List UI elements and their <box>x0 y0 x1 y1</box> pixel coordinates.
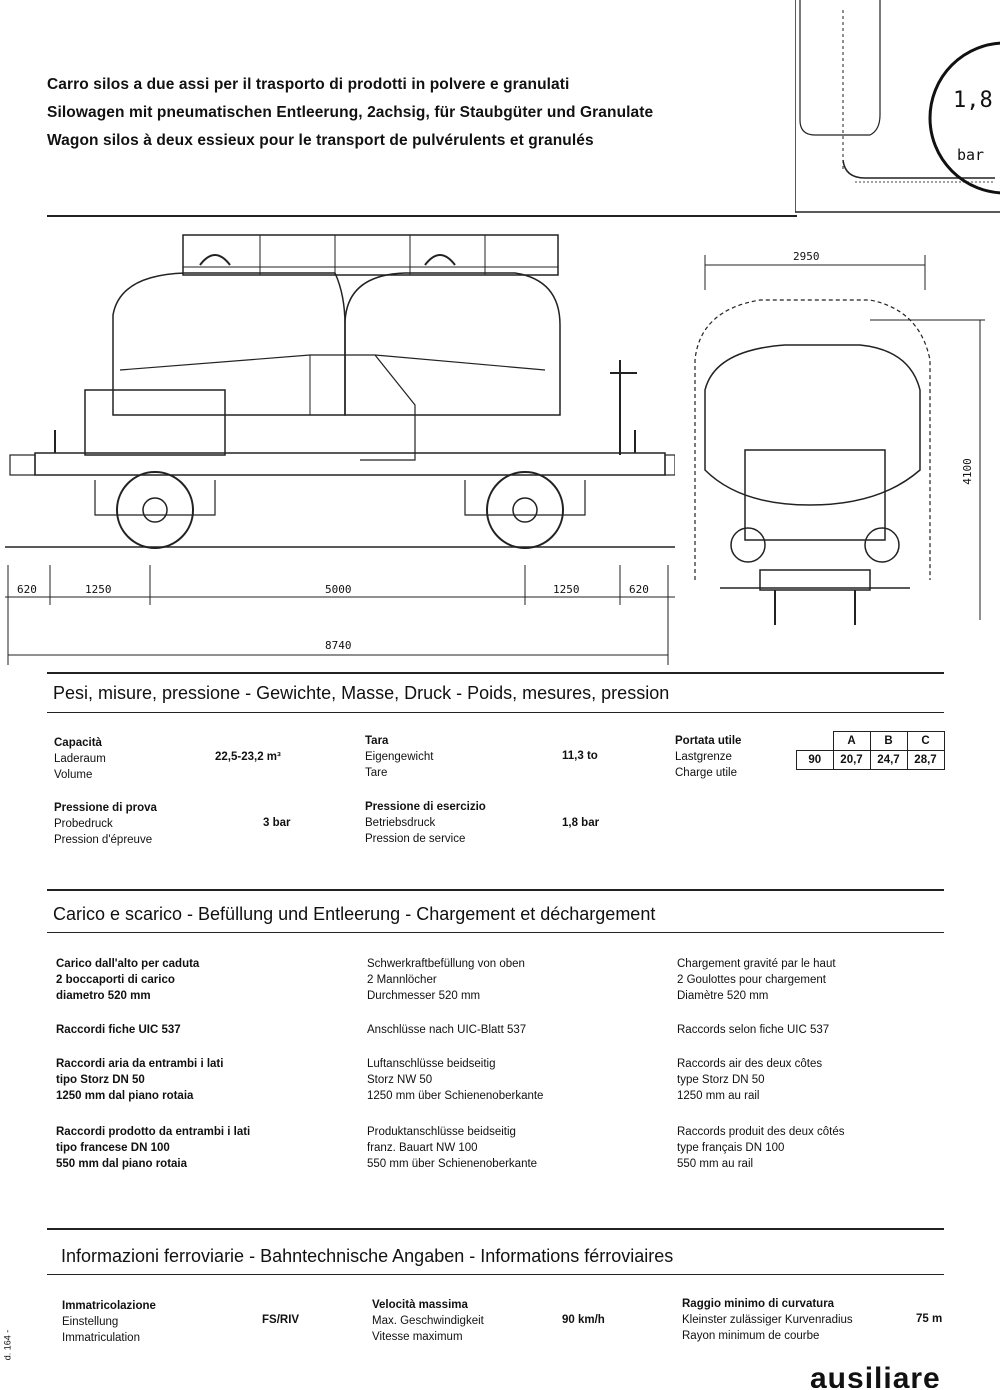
tare-value: 11,3 to <box>562 750 598 762</box>
payload-fr: Charge utile <box>675 767 738 779</box>
loading-row-1-it-line-3: diametro 520 mm <box>56 990 151 1002</box>
capacity-value: 22,5-23,2 m³ <box>215 751 281 763</box>
payload-header-c: C <box>907 732 944 751</box>
loading-row-4-de-line-2: franz. Bauart NW 100 <box>367 1142 478 1154</box>
test-pressure-fr: Pression d'épreuve <box>54 834 153 846</box>
loading-row-1-de <box>367 956 525 1004</box>
loading-top-rule <box>47 889 944 891</box>
radius-de: Kleinster zulässiger Kurvenradius <box>682 1314 853 1326</box>
loading-row-4-it-line-1: Raccordi prodotto da entrambi i lati <box>56 1126 251 1138</box>
weights-top-rule <box>47 672 944 674</box>
dim-end-width: 2950 <box>793 250 820 263</box>
loading-row-1-it-line-1: Carico dall'alto per caduta <box>56 958 200 970</box>
test-pressure-block <box>54 800 157 848</box>
loading-row-3-de-line-3: 1250 mm über Schienenoberkante <box>367 1090 544 1102</box>
dim-side-2: 1250 <box>85 583 112 596</box>
railway-heading: Informazioni ferroviarie - Bahntechnische Angaben - Informations férroviaires <box>61 1246 674 1266</box>
loading-row-2-fr <box>677 1022 829 1038</box>
work-pressure-it: Pressione di esercizio <box>365 801 486 813</box>
capacity-fr: Volume <box>54 769 93 781</box>
payload-table <box>796 731 945 770</box>
side-code: d. 164 - <box>2 1329 13 1361</box>
radius-fr: Rayon minimum de courbe <box>682 1330 820 1342</box>
dim-side-4: 1250 <box>553 583 580 596</box>
registration-value: FS/RIV <box>262 1314 300 1326</box>
dim-side-5: 620 <box>629 583 649 596</box>
speed-it: Velocità massima <box>372 1299 468 1311</box>
tare-fr: Tare <box>365 767 388 779</box>
loading-row-3-fr-line-1: Raccords air des deux côtes <box>677 1058 823 1070</box>
weights-heading: Pesi, misure, pressione - Gewichte, Masse, Druck - Poids, mesures, pression <box>53 683 670 703</box>
badge-value: 1,8 <box>953 88 993 113</box>
radius-block <box>682 1296 853 1344</box>
loading-row-2-it <box>56 1022 181 1038</box>
end-view-drawing <box>680 240 995 635</box>
loading-row-3-fr-line-2: type Storz DN 50 <box>677 1074 765 1086</box>
loading-row-3-it-line-1: Raccordi aria da entrambi i lati <box>56 1058 224 1070</box>
weights-heading-rule <box>47 712 944 713</box>
loading-row-3-de-line-1: Luftanschlüsse beidseitig <box>367 1058 496 1070</box>
loading-row-3-it-line-2: tipo Storz DN 50 <box>56 1074 145 1086</box>
work-pressure-de: Betriebsdruck <box>365 817 436 829</box>
brand-logo: ausiliare <box>810 1362 941 1388</box>
tare-block <box>365 733 433 781</box>
loading-row-2-de-line-1: Anschlüsse nach UIC-Blatt 537 <box>367 1024 527 1036</box>
payload-value-a: 20,7 <box>833 751 870 770</box>
registration-fr: Immatriculation <box>62 1332 140 1344</box>
loading-row-4-fr <box>677 1124 844 1172</box>
payload-header-b: B <box>870 732 907 751</box>
loading-row-2-de <box>367 1022 526 1038</box>
loading-heading: Carico e scarico - Befüllung und Entleerung - Chargement et déchargement <box>53 904 656 924</box>
loading-row-1-de-line-2: 2 Mannlöcher <box>367 974 437 986</box>
speed-fr: Vitesse maximum <box>372 1331 463 1343</box>
loading-row-3-fr-line-3: 1250 mm au rail <box>677 1090 760 1102</box>
loading-row-4-it-line-2: tipo francese DN 100 <box>56 1142 170 1154</box>
dim-side-1: 620 <box>17 583 37 596</box>
work-pressure-fr: Pression de service <box>365 833 466 845</box>
speed-value: 90 km/h <box>562 1314 605 1326</box>
payload-row-label: 90 <box>797 751 834 770</box>
capacity-it: Capacità <box>54 737 102 749</box>
payload-value-b: 24,7 <box>870 751 907 770</box>
railway-heading-rule <box>47 1274 944 1275</box>
registration-de: Einstellung <box>62 1316 119 1328</box>
badge-unit: bar <box>957 146 985 164</box>
loading-row-2-it-line-1: Raccordi fiche UIC 537 <box>56 1024 181 1036</box>
loading-row-1-fr <box>677 956 836 1004</box>
loading-row-3-fr <box>677 1056 822 1104</box>
registration-it: Immatricolazione <box>62 1300 156 1312</box>
capacity-block <box>54 735 106 783</box>
pressure-badge-drawing <box>795 0 1000 215</box>
work-pressure-value: 1,8 bar <box>562 817 600 829</box>
side-view-drawing <box>5 225 675 665</box>
payload-de: Lastgrenze <box>675 751 732 763</box>
header-rule <box>47 215 797 217</box>
loading-row-4-fr-line-1: Raccords produit des deux côtés <box>677 1126 845 1138</box>
loading-row-4-fr-line-2: type français DN 100 <box>677 1142 785 1154</box>
test-pressure-it: Pressione di prova <box>54 802 157 814</box>
loading-row-1-it <box>56 956 199 1004</box>
speed-block <box>372 1297 484 1345</box>
loading-row-2-fr-line-1: Raccords selon fiche UIC 537 <box>677 1024 830 1036</box>
loading-row-1-fr-line-1: Chargement gravité par le haut <box>677 958 836 970</box>
radius-it: Raggio minimo di curvatura <box>682 1298 835 1310</box>
loading-row-4-de-line-3: 550 mm über Schienenoberkante <box>367 1158 538 1170</box>
loading-row-4-it-line-3: 550 mm dal piano rotaia <box>56 1158 188 1170</box>
loading-heading-rule <box>47 932 944 933</box>
loading-row-1-fr-line-3: Diamètre 520 mm <box>677 990 769 1002</box>
loading-row-4-de-line-1: Produktanschlüsse beidseitig <box>367 1126 516 1138</box>
loading-row-4-it <box>56 1124 250 1172</box>
tare-it: Tara <box>365 735 389 747</box>
loading-row-1-fr-line-2: 2 Goulottes pour chargement <box>677 974 826 986</box>
payload-block <box>675 733 741 781</box>
test-pressure-de: Probedruck <box>54 818 113 830</box>
payload-header-a: A <box>833 732 870 751</box>
capacity-de: Laderaum <box>54 753 106 765</box>
loading-row-4-fr-line-3: 550 mm au rail <box>677 1158 754 1170</box>
title-italian: Carro silos a due assi per il trasporto di prodotti in polvere e granulati <box>47 76 570 93</box>
railway-top-rule <box>47 1228 944 1230</box>
speed-de: Max. Geschwindigkeit <box>372 1315 484 1327</box>
loading-row-3-de <box>367 1056 543 1104</box>
payload-it: Portata utile <box>675 735 742 747</box>
radius-value: 75 m <box>916 1313 943 1325</box>
loading-row-3-de-line-2: Storz NW 50 <box>367 1074 433 1086</box>
dim-side-3: 5000 <box>325 583 352 596</box>
loading-row-1-de-line-1: Schwerkraftbefüllung von oben <box>367 958 525 970</box>
loading-row-4-de <box>367 1124 537 1172</box>
payload-value-c: 28,7 <box>907 751 944 770</box>
loading-row-3-it-line-3: 1250 mm dal piano rotaia <box>56 1090 194 1102</box>
loading-row-3-it <box>56 1056 223 1104</box>
title-french: Wagon silos à deux essieux pour le transport de pulvérulents et granulés <box>47 132 594 149</box>
title-german: Silowagen mit pneumatischen Entleerung, 2achsig, für Staubgüter und Granulate <box>47 104 654 121</box>
dim-overall-length: 8740 <box>325 639 352 652</box>
tare-de: Eigengewicht <box>365 751 434 763</box>
dim-end-height: 4100 <box>960 458 974 485</box>
test-pressure-value: 3 bar <box>263 817 291 829</box>
registration-block <box>62 1298 156 1346</box>
loading-row-1-de-line-3: Durchmesser 520 mm <box>367 990 481 1002</box>
loading-row-1-it-line-2: 2 boccaporti di carico <box>56 974 175 986</box>
work-pressure-block <box>365 799 486 847</box>
